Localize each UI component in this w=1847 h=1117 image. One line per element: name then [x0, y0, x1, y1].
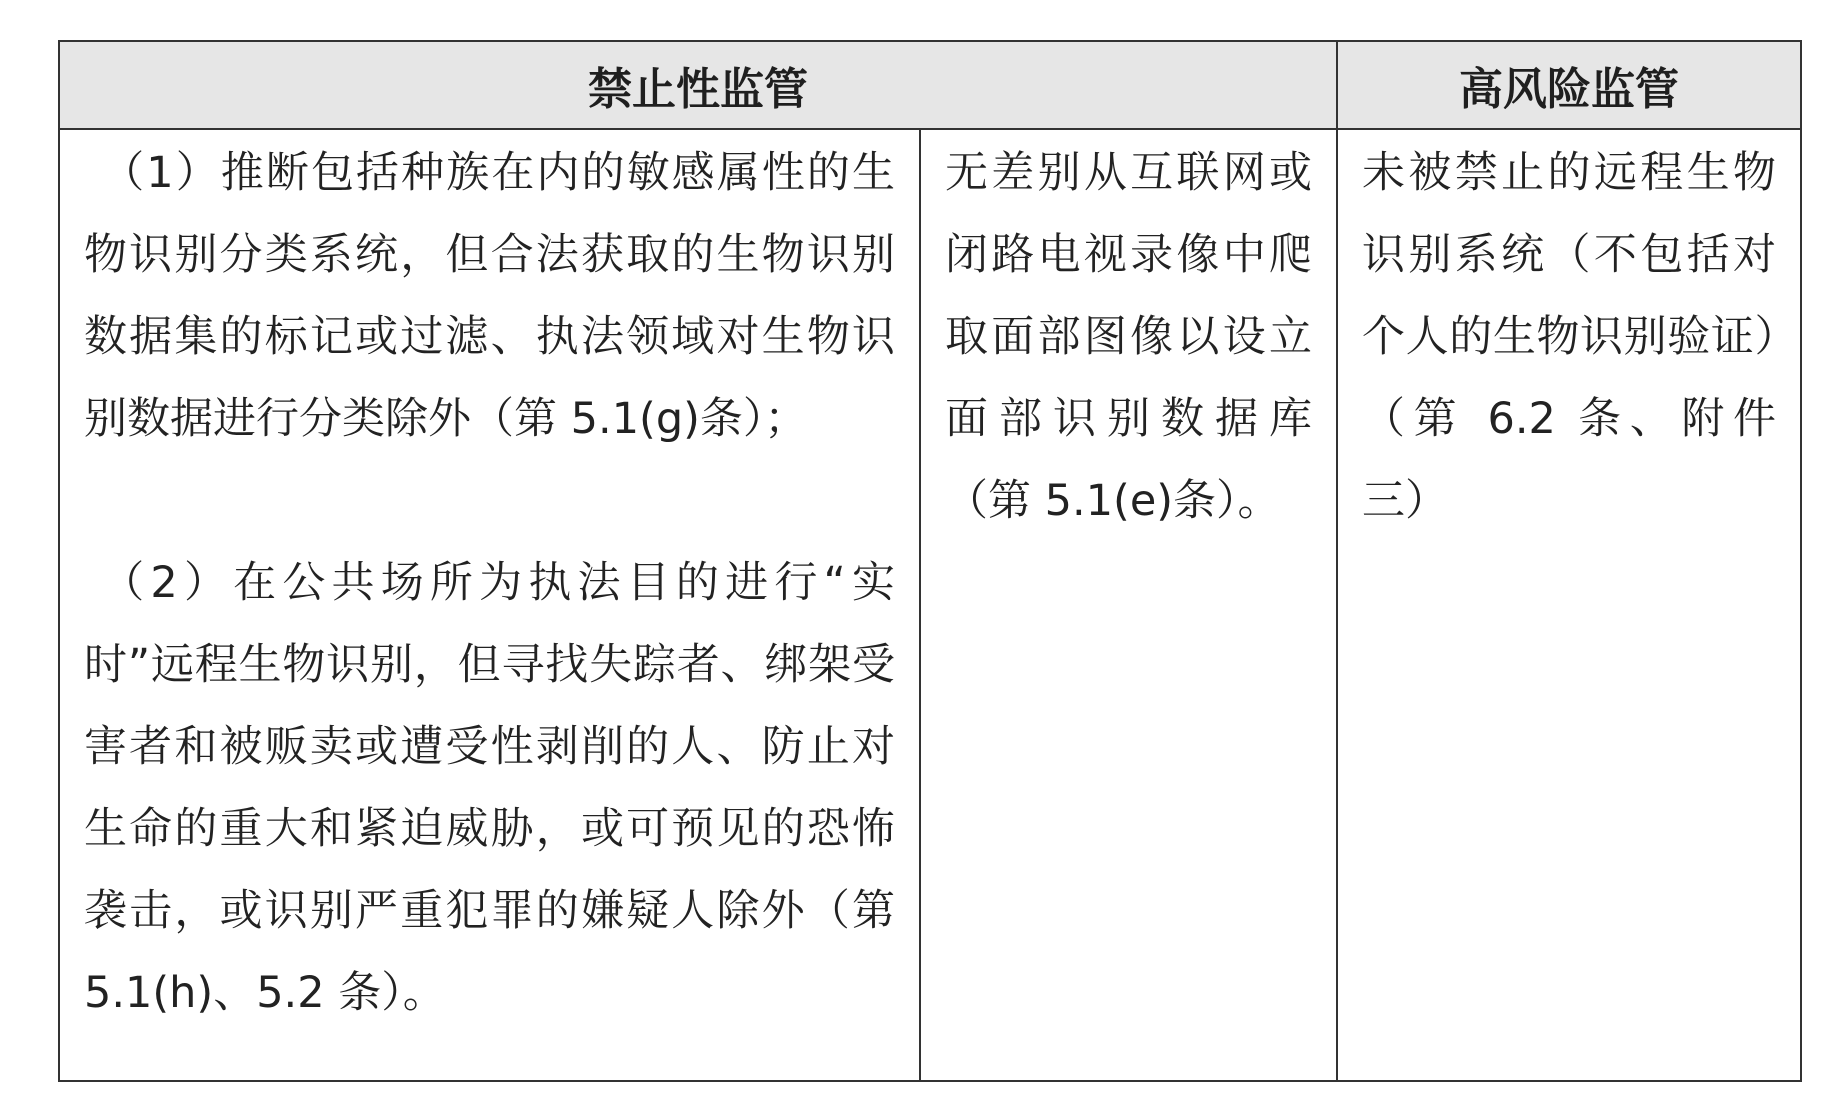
- regulation-table: [58, 40, 1802, 1082]
- prohibited-item-3: 无差别从互联网或闭路电视录像中爬取面部图像以设立面部识别数据库（第 5.1(e)条）。: [945, 148, 1312, 526]
- table-header-row: [59, 41, 1801, 129]
- prohibited-facial-scraping-cell: [920, 129, 1337, 1081]
- high-risk-cell: [1337, 129, 1801, 1081]
- prohibited-item-1: （1）推断包括种族在内的敏感属性的生物识别分类系统，但合法获取的生物识别数据集的标记或过滤、执法领域对生物识别数据进行分类除外（第 5.1(g)条）；: [84, 148, 895, 444]
- high-risk-regulation-header: 高风险监管: [1337, 41, 1801, 129]
- prohibited-regulation-header: 禁止性监管: [59, 41, 1337, 129]
- prohibited-item-2: （2）在公共场所为执法目的进行“实时”远程生物识别，但寻找失踪者、绑架受害者和被贩卖或遭受性剥削的人、防止对生命的重大和紧迫威胁，或可预见的恐怖袭击，或识别严重犯罪的嫌疑人除外（第 5.1(h)、5.2 条）。: [84, 558, 895, 1018]
- high-risk-item-1: 未被禁止的远程生物识别系统（不包括对个人的生物识别验证）（第 6.2 条、附件三）: [1362, 148, 1776, 526]
- prohibited-biometric-cell: [59, 129, 920, 1081]
- table-row: [59, 129, 1801, 1081]
